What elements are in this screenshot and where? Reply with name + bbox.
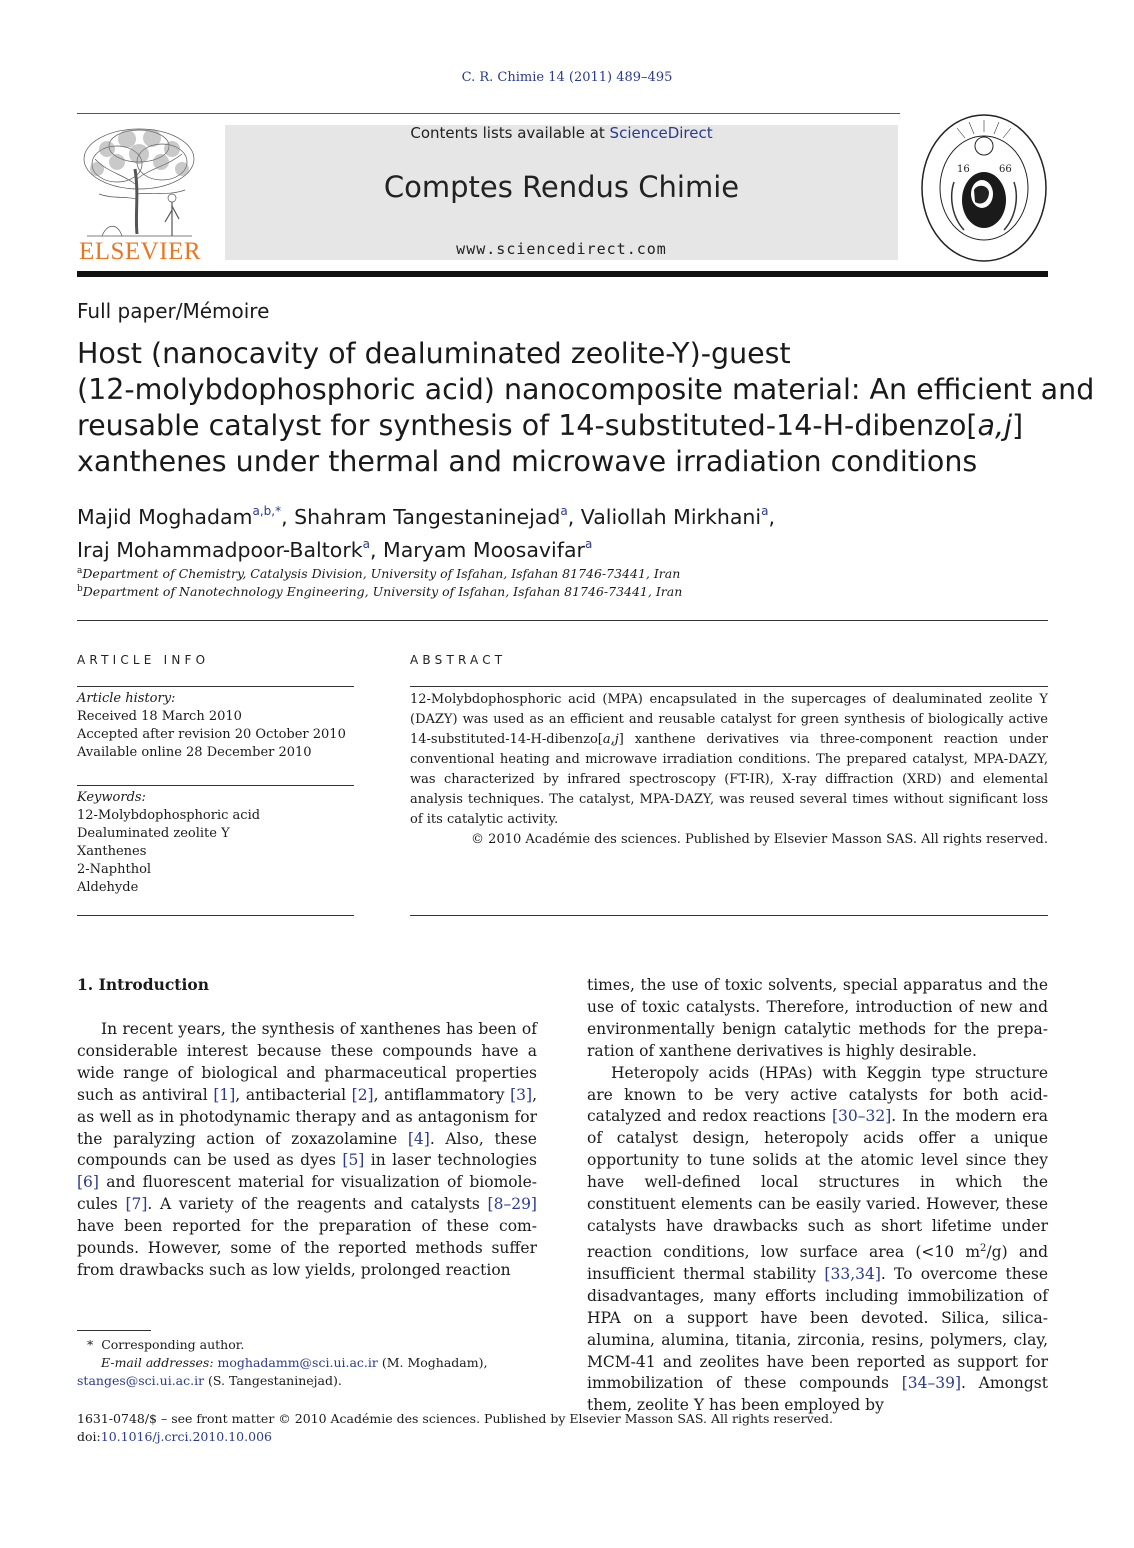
- author-name: Valiollah Mirkhani: [580, 505, 762, 529]
- abstract-heading: ABSTRACT: [410, 653, 507, 667]
- article-info-rule: [77, 686, 354, 687]
- article-title: [77, 336, 1095, 480]
- author-affiliation-mark[interactable]: a: [584, 537, 593, 551]
- footnote: [77, 1336, 547, 1390]
- citation-link[interactable]: [5]: [342, 1151, 365, 1170]
- abstract-bottom-rule: [410, 915, 1048, 916]
- journal-reference[interactable]: C. R. Chimie 14 (2011) 489–495: [461, 70, 673, 85]
- author-name: Iraj Mohammadpoor-Baltork: [77, 538, 363, 562]
- citation-link[interactable]: [30–32]: [832, 1107, 892, 1126]
- contents-prefix: Contents lists available at: [410, 124, 610, 142]
- author-list: [77, 498, 1052, 564]
- abstract-copyright: © 2010 Académie des sciences. Published by Elsevier Masson SAS. All rights reserved.: [471, 832, 1048, 847]
- footnote-corresponding: * Corresponding author.: [87, 1337, 245, 1352]
- keywords: [77, 789, 260, 897]
- author-name: Shahram Tangestaninejad: [294, 505, 561, 529]
- authors-line-1: Majid Moghadam$^{a,b,*}$, Shahram Tangestaninejad$^a$, Valiollah Mirkhani$^a$,: [77, 504, 775, 529]
- journal-name: Comptes Rendus Chimie: [383, 170, 740, 204]
- contents-line: [225, 124, 898, 142]
- seal-year-right: 66: [999, 164, 1012, 175]
- intro-paragraph-continued: times, the use of toxic solvents, special apparatus and the use of toxic catalysts. Therefore, introduction of new and environmentally benign catalytic methods for the prepa-ration of xanthene derivatives is highly desirable.: [587, 976, 1048, 1060]
- history-online: Available online 28 December 2010: [77, 745, 312, 760]
- article-info-bottom-rule: [77, 915, 354, 916]
- doi-link[interactable]: 10.1016/j.crci.2010.10.006: [100, 1429, 272, 1444]
- page-footer: [77, 1410, 977, 1446]
- keywords-rule: [77, 785, 354, 786]
- abstract-body: [410, 690, 1048, 850]
- elsevier-wordmark: ELSEVIER: [78, 238, 202, 265]
- history-label: Article history:: [77, 691, 176, 706]
- affiliation-b: $^b$Department of Nanotechnology Engineering, University of Isfahan, Isfahan 81746-73441, Iran: [77, 584, 683, 599]
- title-line-3: reusable catalyst for synthesis of 14-substituted-14-H-dibenzo[a,j]: [77, 409, 1024, 442]
- citation-link[interactable]: [3]: [510, 1085, 533, 1104]
- citation-link[interactable]: [7]: [125, 1195, 148, 1214]
- introduction-heading: 1. Introduction: [77, 975, 209, 994]
- header-bottom-rule: [77, 271, 1048, 277]
- introduction-left-column: [77, 1019, 537, 1282]
- author-affiliation-mark[interactable]: a: [560, 504, 568, 518]
- article-info-heading: ARTICLE INFO: [77, 653, 210, 667]
- author-name: Maryam Moosavifar: [383, 538, 585, 562]
- title-line-2: (12-molybdophosphoric acid) nanocomposite material: An efficient and: [77, 373, 1095, 406]
- author-affiliation-mark[interactable]: a: [362, 537, 370, 551]
- article-history: [77, 690, 346, 762]
- abstract-rule: [410, 686, 1048, 687]
- citation-link[interactable]: [33,34]: [824, 1264, 881, 1283]
- citation-link[interactable]: [6]: [77, 1173, 99, 1192]
- keyword-item: 2-Naphthol: [77, 862, 152, 877]
- email-link-moghadam[interactable]: moghadamm@sci.ui.ac.ir: [217, 1355, 378, 1370]
- email-link-tangestaninejad[interactable]: stanges@sci.ui.ac.ir: [77, 1373, 205, 1388]
- title-line-1: Host (nanocavity of dealuminated zeolite-Y)-guest: [77, 337, 791, 370]
- intro-paragraph-2: Heteropoly acids (HPAs) with Keggin type structure are known to be very active catalysts for both acid-catalyzed and redox reactions [30–32]. In the modern era of catalyst design, heteropoly acids offer a unique opportunity to tune solids at the atomic level since they have well-defined local structures in which the constituent elements can be easily varied. However, these catalysts have drawbacks such as short lifetime under reaction conditions, low surface area (<10 $m^2/g$) and insufficient thermal stability [33,34]. To overcome these disadvantages, many efforts including immobilization of HPA on a support have been devoted. Silica, silica-alumina, alumina, titania, zirconia, resins, polymers, clay, MCM-41 and zeolites have been reported as support for immobilization of these compounds [34–39]. Amongst them, zeolite Y has been employed by: [587, 1063, 1049, 1415]
- seal-year-left: 16: [957, 164, 970, 175]
- intro-paragraph-1: In recent years, the synthesis of xanthenes has been of considerable interest because these compounds have a wide range of biological and pharmaceutical properties such as antiviral [1], antibacterial [2], antiflammatory [3], as well as in photodynamic therapy and as antagonism for the paralyzing action of zoxazolamine [4]. Also, these compounds can be used as dyes [5] in laser technologies [6] and fluorescent material for visualization of biomole-cules [7]. A variety of the reagents and catalysts [8–29] have been reported for the preparation of these com-pounds. However, some of the reported methods suffer from drawbacks such as low yields, prolonged reaction: [77, 1020, 537, 1279]
- footnote-rule: [77, 1330, 151, 1331]
- article-type: Full paper/Mémoire: [77, 299, 270, 323]
- authors-line-2: Iraj Mohammadpoor-Baltork$^a$, Maryam Moosavifar$^a$: [77, 537, 593, 562]
- history-received: Received 18 March 2010: [77, 709, 242, 724]
- keyword-item: Dealuminated zeolite Y: [77, 826, 230, 841]
- citation-link[interactable]: [8–29]: [487, 1195, 537, 1214]
- academie-seal-logo: [919, 112, 1049, 264]
- keyword-item: Aldehyde: [77, 880, 139, 895]
- abstract-text: 12-Molybdophosphoric acid (MPA) encapsulated in the supercages of dealuminated zeolite Y (DAZY) was used as an efficient and reusable catalyst for green synthesis of biologically active 14-substituted-14-H-dibenzo[a,j] xanthene derivatives via three-component reaction under conventional heating and microwave irradiation conditions. The prepared catalyst, MPA-DAZY, was characterized by infrared spectroscopy (FT-IR), X-ray diffraction (XRD) and elemental analysis techniques. The catalyst, MPA-DAZY, was reused several times without significant loss of its catalytic activity.: [410, 692, 1048, 827]
- header-top-rule: [77, 113, 900, 114]
- citation-link[interactable]: [2]: [351, 1085, 374, 1104]
- sciencedirect-link[interactable]: ScienceDirect: [609, 124, 713, 142]
- affiliation-a: $^a$Department of Chemistry, Catalysis Division, University of Isfahan, Isfahan 81746-73441, Iran: [77, 566, 681, 581]
- keyword-item: Xanthenes: [77, 844, 147, 859]
- author-affiliation-mark[interactable]: a: [761, 504, 769, 518]
- doi-line: doi:10.1016/j.crci.2010.10.006: [77, 1429, 272, 1444]
- introduction-right-column: [587, 975, 1048, 1417]
- author-affiliation-mark[interactable]: a,b,*: [252, 504, 282, 518]
- keyword-item: 12-Molybdophosphoric acid: [77, 808, 261, 823]
- keywords-label: Keywords:: [77, 790, 146, 805]
- title-line-4: xanthenes under thermal and microwave irradiation conditions: [77, 445, 978, 478]
- affiliation-divider: [77, 620, 1048, 621]
- citation-link[interactable]: [1]: [213, 1085, 236, 1104]
- footnote-emails: E-mail addresses: moghadamm@sci.ui.ac.ir (M. Moghadam),: [101, 1355, 488, 1370]
- author-name: Majid Moghadam: [77, 505, 253, 529]
- footnote-emails-cont: stanges@sci.ui.ac.ir (S. Tangestaninejad).: [77, 1373, 342, 1388]
- history-accepted: Accepted after revision 20 October 2010: [77, 727, 346, 742]
- citation-link[interactable]: [34–39]: [901, 1374, 962, 1393]
- journal-url[interactable]: www.sciencedirect.com: [456, 240, 667, 258]
- citation-link[interactable]: [4]: [407, 1129, 430, 1148]
- front-matter-line: 1631-0748/$ – see front matter © 2010 Académie des sciences. Published by Elsevier Masson SAS. All rights reserved.: [77, 1411, 834, 1426]
